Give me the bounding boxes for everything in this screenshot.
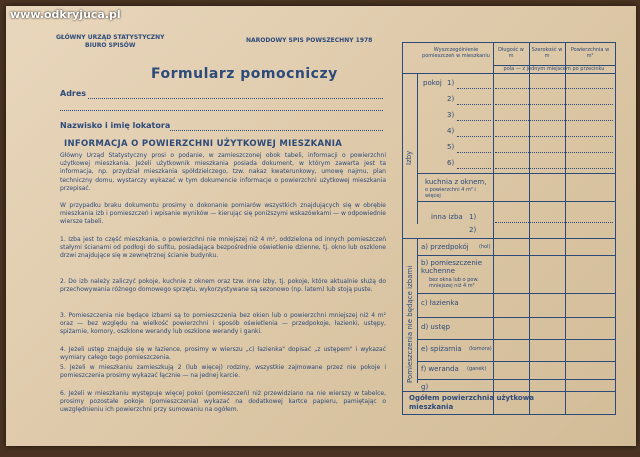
col-width-header: Szerokość w m: [531, 47, 563, 59]
col-area-header: Powierzchnia w m²: [570, 47, 610, 59]
dots: [457, 136, 491, 137]
row-line: [417, 361, 615, 362]
total-label: Ogółem powierzchnia użytkowa mieszkania: [409, 394, 534, 411]
kuchnia-sub: o powierzchni 4 m² i więcej: [425, 187, 476, 199]
pokoj-row-6: 6): [447, 159, 455, 167]
row-line: [417, 293, 615, 294]
row-b-sub: bez okna lub o pow. mniejszej niż 4 m²: [429, 277, 479, 289]
row-g: g): [421, 383, 429, 391]
row-line: [417, 379, 615, 380]
info-paragraph-3: 1. Izba jest to część mieszkania, o powierzchni nie mniejszej niż 4 m², oddzielona od innych pomieszczeń stałymi ścianami od podłogi do sufitu, posiadająca bezpośrednie oświetlenie dzienne, tj. okno lub oszklone drzwi znajdujące się w zewnętrznej ścianie budynku.: [60, 236, 386, 260]
row-f: f) weranda: [421, 365, 459, 373]
col-note: pola — z jednym miejscem po przecinku: [503, 66, 605, 72]
inna-label: inna izba: [431, 213, 463, 221]
total-line: [403, 391, 615, 392]
inna-row-1: 1): [469, 213, 477, 221]
group-line: [403, 238, 615, 239]
info-paragraph-5: 3. Pomieszczenia nie będące izbami są to pomieszczenia bez okien lub o powierzchni mniejszej niż 4 m² oraz — bez względu na wielkość powierzchni i sposób oświetlenia — przedpokoje, łazienki, ustępy, spiżarnie, komory, oszklone werandy lub oszklone werandy i ganki.: [60, 312, 386, 336]
row-e: e) spiżarnia: [421, 345, 462, 353]
pokoj-label: pokoj: [423, 79, 442, 87]
row-d: d) ustęp: [421, 323, 450, 331]
row-c: c) łazienka: [421, 299, 459, 307]
row-a-sub: (hol): [479, 244, 491, 250]
pokoj-row-1: 1): [447, 79, 455, 87]
col-divider-2: [529, 43, 530, 414]
inna-row-2: 2): [469, 226, 477, 234]
census-title: NARODOWY SPIS POWSZECHNY 1978: [246, 37, 373, 44]
col-divider-3: [565, 43, 566, 414]
info-paragraph-8: 6. Jeżeli w mieszkaniu występuje więcej pokoi (pomieszczeń) niż przewidziano na nie wierszy w tabelce, prosimy pozostałe pokoje (pomieszczenia) wykazać na dodatkowej kartce papieru, pamiętając o uwzględnieniu ich powierzchni przy sumowaniu na ogółem.: [60, 390, 386, 414]
info-paragraph-6: 4. Jeżeli ustęp znajduje się w łazience, prosimy w wierszu „c) łazienka" dopisać „z ustępem" i wykazać wymiary całego tego pomieszczenia.: [60, 346, 386, 362]
dots: [457, 104, 491, 105]
pokoj-row-4: 4): [447, 127, 455, 135]
dots: [495, 222, 613, 223]
address-label: Adres: [60, 89, 87, 98]
pokoj-row-5: 5): [447, 143, 455, 151]
tenant-label: Nazwisko i imię lokatora: [60, 121, 171, 130]
dots: [457, 168, 491, 169]
col-length-header: Długość w m: [498, 47, 524, 59]
row-line: [417, 339, 615, 340]
dots: [495, 152, 613, 153]
info-paragraph-7: 5. Jeżeli w mieszkaniu zamieszkują 2 (lub więcej) rodziny, wszystkie zajmowane przez nie pokoje i pomieszczenia prosimy wykazać łącznie — na jednej karcie.: [60, 364, 386, 380]
group-label-izby: Izby: [405, 150, 413, 165]
info-paragraph-4: 2. Do izb należy zaliczyć pokoje, kuchnie z oknem oraz tzw. inne izby, tj. pokoje, które aktualnie służą do przechowywania różnego domowego sprzętu, wykorzystywane są sezonowo (np. latem) lub stoją puste.: [60, 278, 386, 294]
info-title: INFORMACJA O POWIERZCHNI UŻYTKOWEJ MIESZKANIA: [64, 139, 343, 149]
col-room-header: Wyszczególnienie pomieszczeń w mieszkaniu: [422, 47, 490, 59]
kuchnia-label: kuchnia z oknem,: [425, 178, 487, 186]
form-title: Formularz pomocniczy: [151, 66, 338, 82]
col-divider-1: [493, 43, 494, 414]
row-b: b) pomieszczenie kuchenne: [421, 259, 483, 275]
row-e-sub: (komora): [469, 346, 492, 352]
dots: [495, 104, 613, 105]
row-line: [417, 255, 615, 256]
watermark: www.odkryjuca.pl: [10, 8, 121, 21]
info-paragraph-2: W przypadku braku dokumentu prosimy o dokonanie pomiarów wszystkich znajdujących się w obrębie mieszkania izb i pomieszczeń i wpisanie wyników — kierując się poniższymi wskazówkami — w odpowiednie wiersze tabeli.: [60, 202, 386, 226]
pokoj-row-3: 3): [447, 111, 455, 119]
dots: [457, 120, 491, 121]
dots: [495, 88, 613, 89]
area-table: [402, 42, 616, 415]
office-line2: BIURO SPISÓW: [85, 42, 136, 49]
dots: [495, 136, 613, 137]
pokoj-row-2: 2): [447, 95, 455, 103]
group-label-pom: Pomieszczenia nie będące izbami: [406, 265, 414, 383]
row-line: [417, 173, 615, 174]
dots: [495, 168, 613, 169]
address-line-2[interactable]: [60, 110, 383, 111]
info-paragraph-1: Główny Urząd Statystyczny prosi o podanie, w zamieszczonej obok tabeli, informacji o powierzchni użytkowej mieszkania. Jeżeli użytkownik mieszkania posiada dokument, w którym zawarta jest ta informacja, np. przydział mieszkania spółdzielczego, tzw. nakaz kwaterunkowy, umowę najmu, plan techniczny domu, wystarczy wykazać w tym dokumencie informacje o powierzchni użytkowej mieszkania przepisać.: [60, 152, 386, 192]
tenant-line[interactable]: [170, 130, 383, 131]
row-line: [417, 317, 615, 318]
office-line1: GŁÓWNY URZĄD STATYSTYCZNY: [56, 34, 165, 41]
form-card: [6, 6, 636, 446]
row-f-sub: (ganek): [467, 366, 487, 372]
dots: [457, 88, 491, 89]
row-line: [417, 201, 615, 202]
dots: [457, 152, 491, 153]
row-a: a) przedpokój: [421, 243, 469, 251]
header-bottom-line: [403, 73, 615, 74]
address-line[interactable]: [88, 98, 383, 99]
office-header: [56, 34, 165, 50]
dots: [495, 120, 613, 121]
